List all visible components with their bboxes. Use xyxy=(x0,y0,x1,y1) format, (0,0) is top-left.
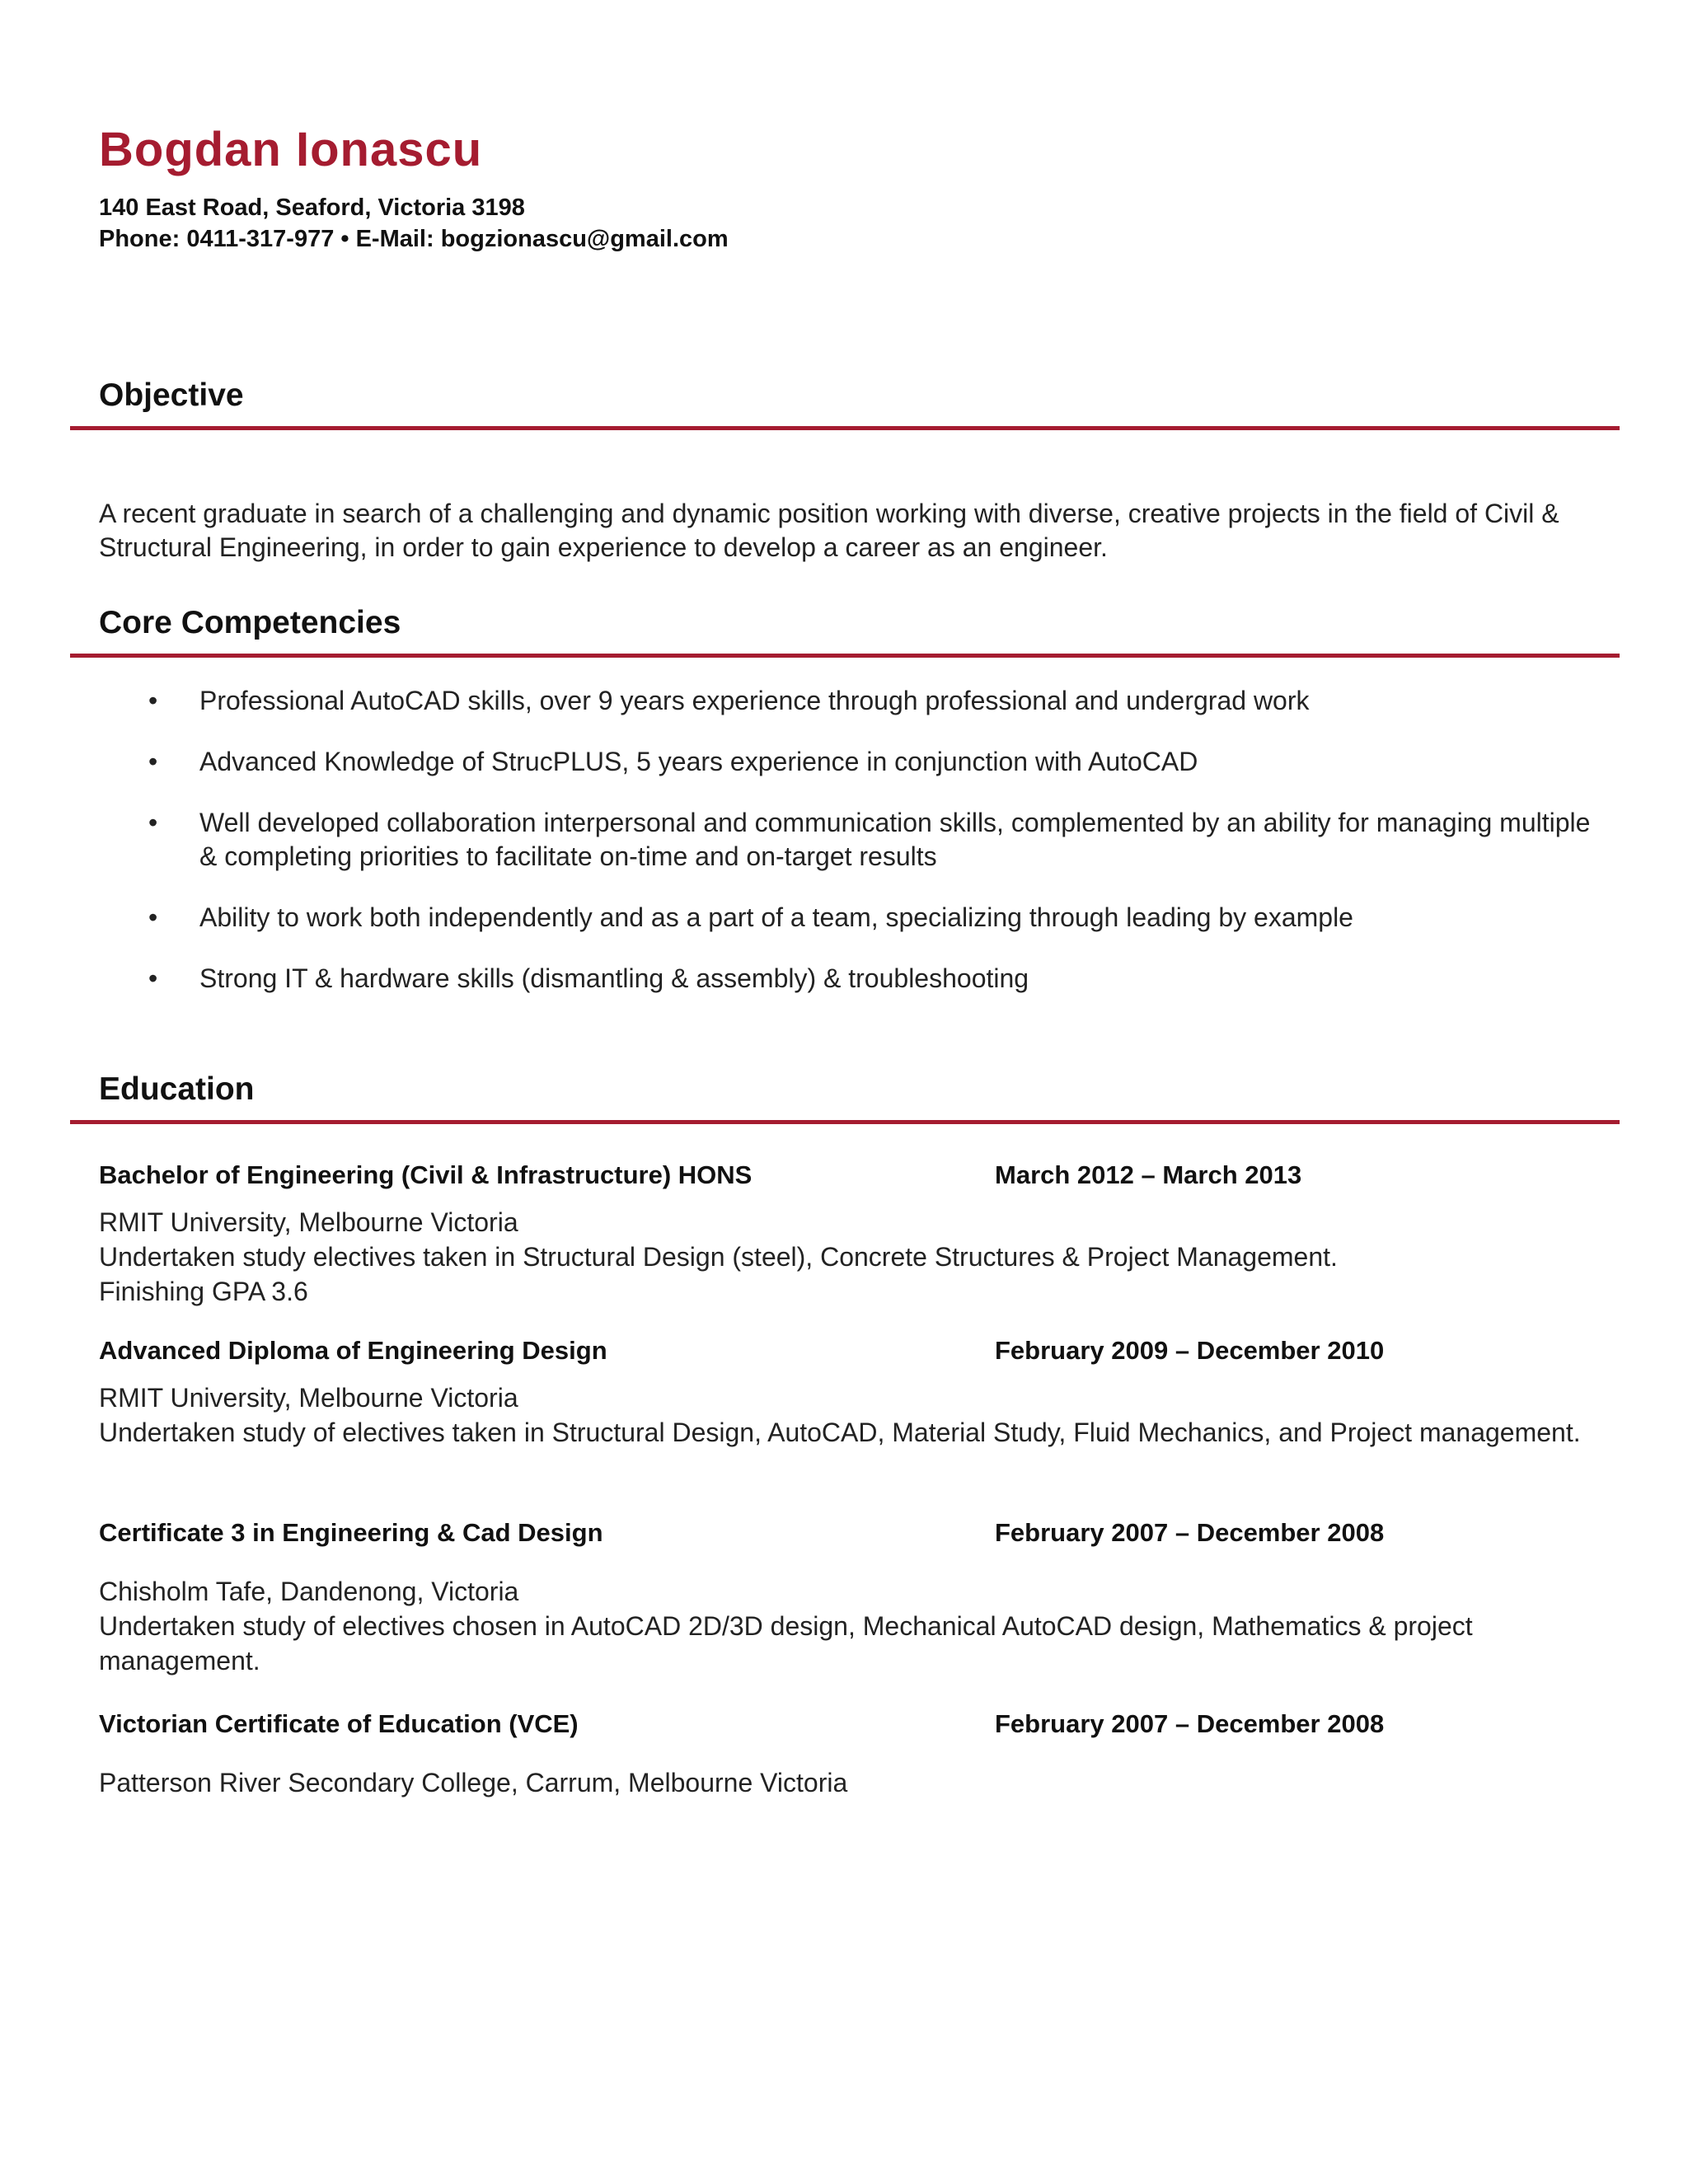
address: 140 East Road, Seaford, Victoria 3198 xyxy=(99,194,525,221)
degree-title: Advanced Diploma of Engineering Design xyxy=(99,1336,607,1365)
list-item: • Strong IT & hardware skills (dismantling & assembly) & troubleshooting xyxy=(148,962,1599,996)
education-heading: Education xyxy=(99,1071,255,1107)
objective-text: A recent graduate in search of a challenging and dynamic position working with diverse, creative projects in the field of Civil & Structural Engineering, in order to gain experience to develop a career as an engineer. xyxy=(99,499,1559,562)
list-item: • Professional AutoCAD skills, over 9 years experience through professional and undergrad work xyxy=(148,684,1599,718)
education-entry xyxy=(99,1709,1615,1800)
competencies-heading: Core Competencies xyxy=(99,605,401,640)
institution: Patterson River Secondary College, Carrum, Melbourne Victoria xyxy=(99,1768,848,1797)
education-details xyxy=(99,1380,1615,1450)
study-description: Undertaken study of electives chosen in AutoCAD 2D/3D design, Mechanical AutoCAD design, Mathematics & project management. xyxy=(99,1611,1473,1675)
education-details xyxy=(99,1765,1615,1800)
study-description: Undertaken study electives taken in Structural Design (steel), Concrete Structures & Project Management. xyxy=(99,1242,1338,1272)
phone-email-line: Phone: 0411-317-977 • E-Mail: bogzionascu@gmail.com xyxy=(99,226,729,252)
degree-title: Bachelor of Engineering (Civil & Infrastructure) HONS xyxy=(99,1160,753,1189)
degree-dates: February 2007 – December 2008 xyxy=(995,1518,1385,1547)
list-item: • Advanced Knowledge of StrucPLUS, 5 years experience in conjunction with AutoCAD xyxy=(148,745,1599,779)
education-entry-header xyxy=(99,1336,1615,1371)
section-divider xyxy=(70,426,1620,430)
education-entry xyxy=(99,1336,1615,1450)
gpa: Finishing GPA 3.6 xyxy=(99,1277,308,1306)
institution: RMIT University, Melbourne Victoria xyxy=(99,1207,518,1237)
objective-heading: Objective xyxy=(99,377,244,413)
degree-dates: February 2009 – December 2010 xyxy=(995,1336,1385,1365)
education-entry xyxy=(99,1160,1615,1309)
applicant-name: Bogdan Ionascu xyxy=(99,123,483,176)
education-details xyxy=(99,1574,1615,1678)
study-description: Undertaken study of electives taken in Structural Design, AutoCAD, Material Study, Fluid Mechanics, and Project management. xyxy=(99,1418,1581,1447)
section-divider xyxy=(70,1120,1620,1124)
degree-dates: February 2007 – December 2008 xyxy=(995,1709,1385,1738)
degree-title: Victorian Certificate of Education (VCE) xyxy=(99,1709,579,1738)
degree-dates: March 2012 – March 2013 xyxy=(995,1160,1302,1189)
section-divider xyxy=(70,654,1620,658)
competencies-list xyxy=(148,684,1599,1023)
education-details xyxy=(99,1205,1615,1309)
education-entry-header xyxy=(99,1709,1615,1744)
institution: Chisholm Tafe, Dandenong, Victoria xyxy=(99,1577,519,1606)
education-entry-header xyxy=(99,1160,1615,1195)
institution: RMIT University, Melbourne Victoria xyxy=(99,1383,518,1413)
education-entry xyxy=(99,1518,1615,1678)
list-item: • Well developed collaboration interpersonal and communication skills, complemented by an ability for managing multiple & completing priorities to facilitate on-time and on-target results xyxy=(148,806,1599,874)
list-item: • Ability to work both independently and as a part of a team, specializing through leading by example xyxy=(148,901,1599,935)
degree-title: Certificate 3 in Engineering & Cad Design xyxy=(99,1518,603,1547)
education-entry-header xyxy=(99,1518,1615,1553)
